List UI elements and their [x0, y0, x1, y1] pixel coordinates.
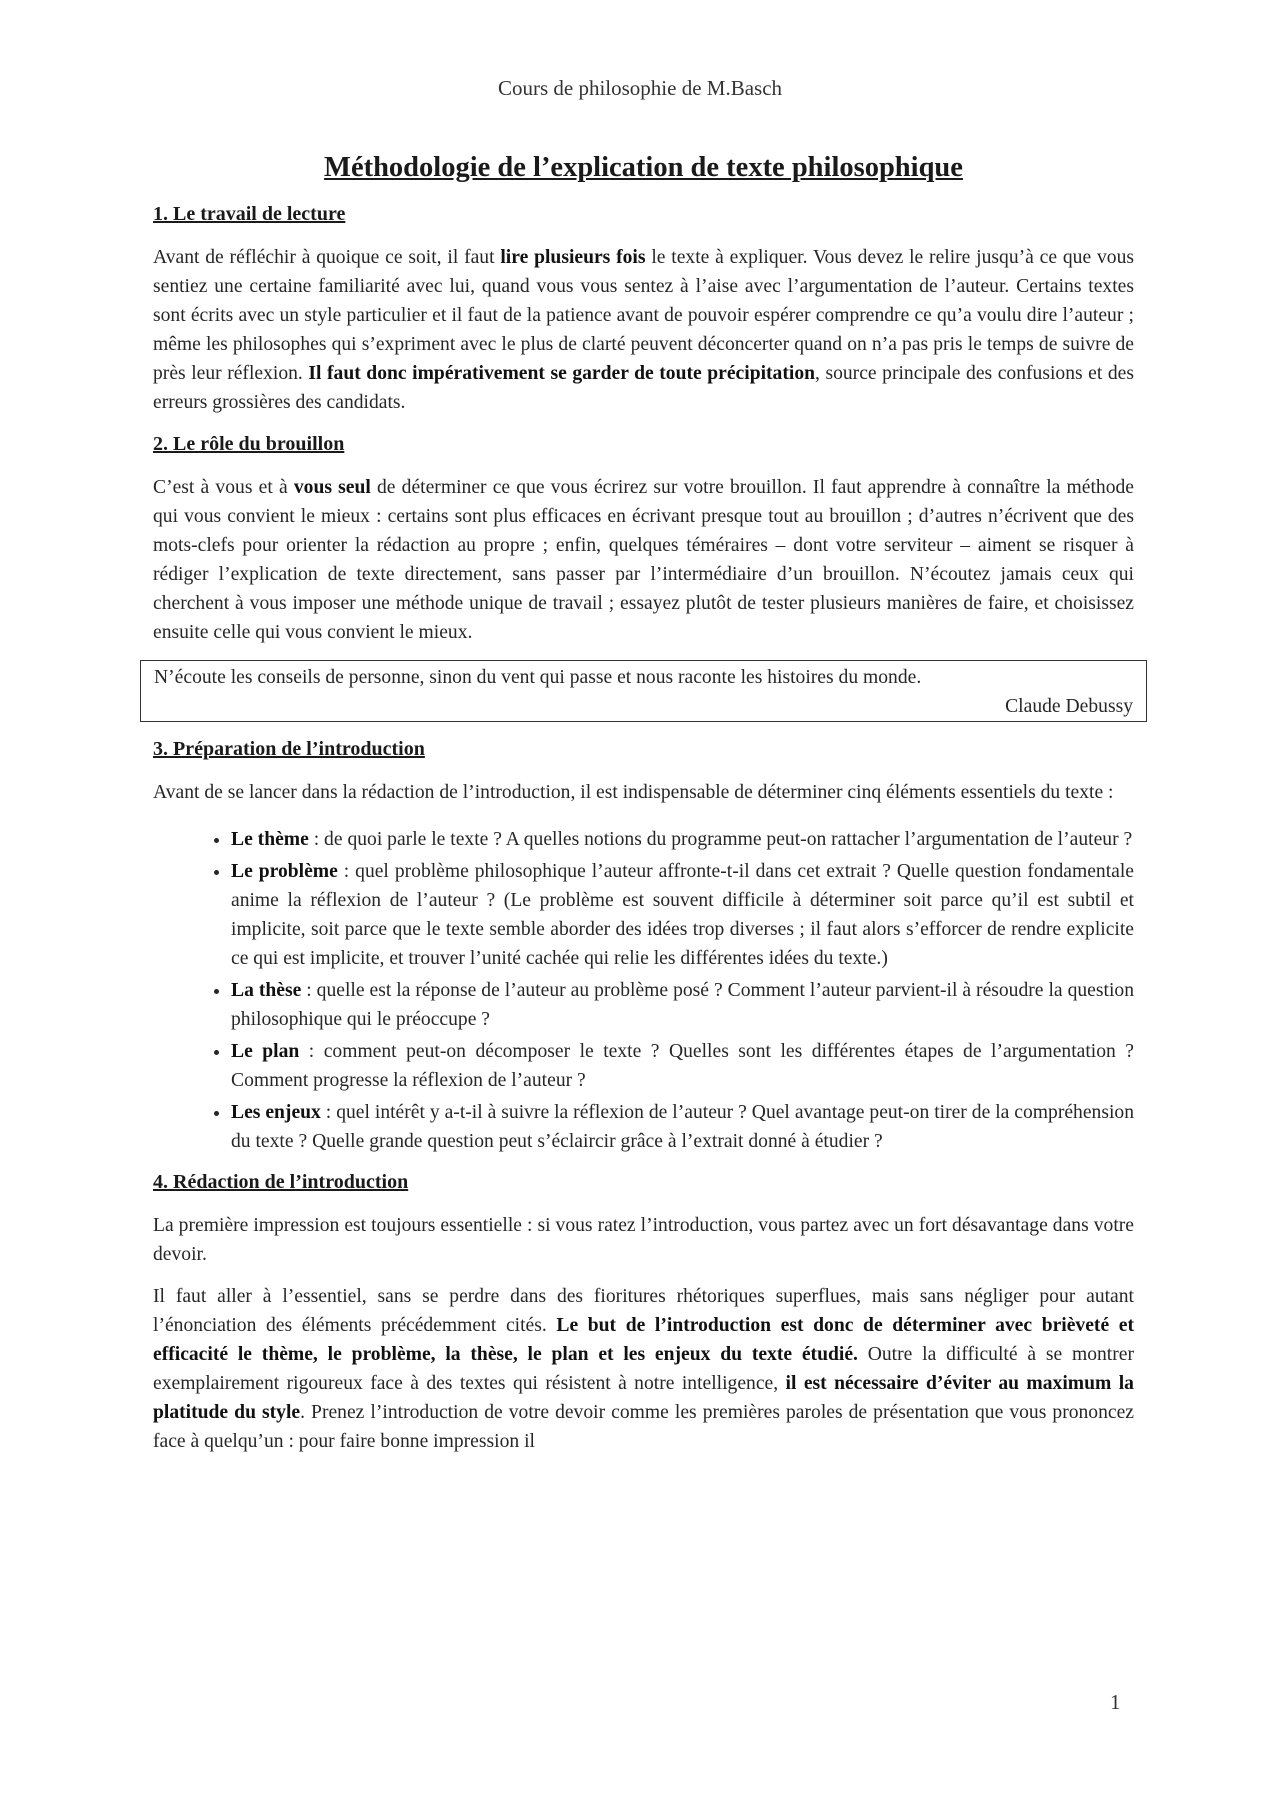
page-number: 1: [1110, 1690, 1121, 1714]
list-item-theme: • Le thème : de quoi parle le texte ? A quelles notions du programme peut-on rattacher l’argumentation de l’auteur ?: [231, 825, 1134, 854]
list-item-thesis: • La thèse : quelle est la réponse de l’auteur au problème posé ? Comment l’auteur parvient-il à résoudre la question philosophique qui le préoccupe ?: [231, 976, 1134, 1034]
section-3-intro: Avant de se lancer dans la rédaction de l’introduction, il est indispensable de déterminer cinq éléments essentiels du texte :: [153, 782, 1114, 803]
section-2-paragraph: C’est à vous et à vous seul de déterminer ce que vous écrirez sur votre brouillon. Il faut apprendre à connaître la méthode qui vous convient le mieux : certains sont plus efficaces en écrivant presque tout au brouillon ; d’autres n’écrivent que des mots-clefs pour orienter la rédaction au propre ; enfin, quelques téméraires – dont votre serviteur – aiment se risquer à rédiger l’explication de texte directement, sans passer par l’intermédiaire d’un brouillon. N’écoutez jamais ceux qui cherchent à vous imposer une méthode unique de travail ; essayez plutôt de tester plusieurs manières de faire, et choisissez ensuite celle qui vous convient le mieux.: [153, 477, 1134, 643]
list-item-problem: • Le problème : quel problème philosophique l’auteur affronte-t-il dans cet extrait ? Quelle question fondamentale anime la réflexion de l’auteur ? (Le problème est souvent difficile à déterminer soit parce qu’il est subtil et implicite, soit parce que le texte semble aborder des idées trop diverses ; il faut alors s’efforcer de rendre explicite ce qui est implicite, et trouver l’unité cachée qui relie les différentes idées du texte.): [231, 857, 1134, 973]
section-1-heading: 1. Le travail de lecture: [153, 203, 346, 225]
document-title: Méthodologie de l’explication de texte philosophique: [324, 152, 963, 183]
list-item-stakes: • Les enjeux : quel intérêt y a-t-il à suivre la réflexion de l’auteur ? Quel avantage peut-on tirer de la compréhension du texte ? Quelle grande question peut s’éclaircir grâce à l’extrait donné à étudier ?: [231, 1098, 1134, 1156]
document-body: [153, 150, 1134, 1469]
section-4-paragraph-1: La première impression est toujours essentielle : si vous ratez l’introduction, vous partez avec un fort désavantage dans votre devoir.: [153, 1215, 1134, 1265]
section-4-paragraph-2: Il faut aller à l’essentiel, sans se perdre dans des fioritures rhétoriques superflues, mais sans négliger pour autant l’énonciation des éléments précédemment cités. Le but de l’introduction est donc de déterminer avec brièveté et efficacité le thème, le problème, la thèse, le plan et les enjeux du texte étudié. Outre la difficulté à se montrer exemplairement rigoureux face à des textes qui résistent à notre intelligence, il est nécessaire d’éviter au maximum la platitude du style. Prenez l’introduction de votre devoir comme les premières paroles de présentation que vous prononcez face à quelqu’un : pour faire bonne impression il: [153, 1286, 1134, 1452]
page-header: Cours de philosophie de M.Basch: [497, 76, 783, 100]
section-1-paragraph: Avant de réfléchir à quoique ce soit, il faut lire plusieurs fois le texte à expliquer. Vous devez le relire jusqu’à ce que vous sentiez une certaine familiarité avec lui, quand vous vous sentez à l’aise avec l’argumentation de l’auteur. Certains textes sont écrits avec un style particulier et il faut de la patience avant de pouvoir espérer comprendre ce qu’a voulu dire l’auteur ; même les philosophes qui s’expriment avec le plus de clarté peuvent déconcerter quand on n’a pas pris le temps de suivre de près leur réflexion. Il faut donc impérativement se garder de toute précipitation, source principale des confusions et des erreurs grossières des candidats.: [153, 247, 1134, 413]
quote-author: Claude Debussy: [1005, 696, 1133, 717]
quote-box: [140, 660, 1147, 722]
elements-list: [153, 825, 1134, 1156]
section-2-heading: 2. Le rôle du brouillon: [153, 433, 345, 455]
section-4-heading: 4. Rédaction de l’introduction: [153, 1171, 409, 1193]
list-item-plan: • Le plan : comment peut-on décomposer le texte ? Quelles sont les différentes étapes de l’argumentation ? Comment progresse la réflexion de l’auteur ?: [231, 1037, 1134, 1095]
section-3-heading: 3. Préparation de l’introduction: [153, 738, 425, 760]
quote-text: N’écoute les conseils de personne, sinon du vent qui passe et nous raconte les histoires du monde.: [154, 667, 922, 688]
